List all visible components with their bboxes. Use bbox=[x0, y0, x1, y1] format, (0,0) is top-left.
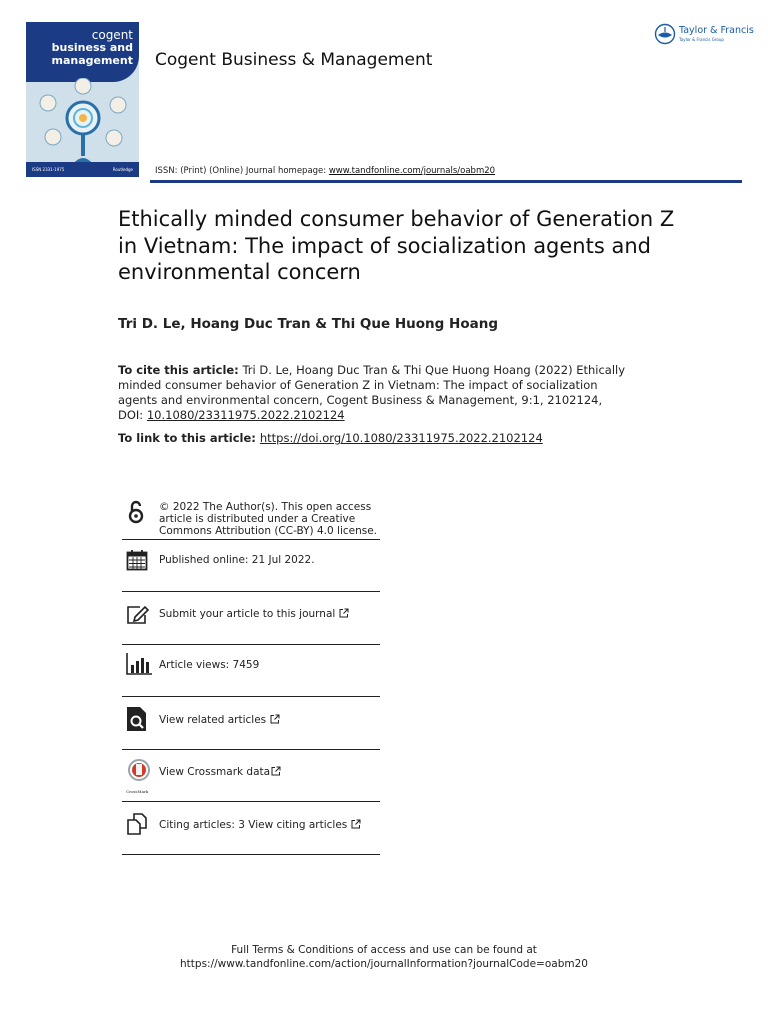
taylor-francis-emblem-icon bbox=[654, 23, 676, 45]
cover-title-line2: business and bbox=[51, 41, 133, 54]
citing-articles-link[interactable] bbox=[159, 819, 361, 831]
header-divider bbox=[150, 180, 742, 183]
license-line-1: © 2022 The Author(s). This open access bbox=[159, 501, 372, 513]
open-access-icon bbox=[126, 499, 146, 525]
published-row bbox=[122, 540, 380, 592]
license-line-2: article is distributed under a Creative bbox=[159, 513, 356, 525]
published-date: Published online: 21 Jul 2022. bbox=[159, 554, 315, 566]
citing-row[interactable] bbox=[122, 802, 380, 855]
crossmark-icon-label: CrossMark bbox=[126, 789, 149, 794]
article-info-list bbox=[122, 493, 380, 855]
cover-banner bbox=[26, 22, 139, 82]
article-title: Ethically minded consumer behavior of Generation Z in Vietnam: The impact of socialization agents and environmental concern bbox=[118, 207, 675, 284]
cover-illustration bbox=[26, 78, 139, 164]
external-link-icon bbox=[351, 819, 361, 829]
citing-articles-icon bbox=[126, 813, 150, 835]
crossmark-label: View Crossmark data bbox=[159, 766, 271, 778]
views-row bbox=[122, 645, 380, 697]
article-authors: Tri D. Le, Hoang Duc Tran & Thi Que Huong Hoang bbox=[118, 316, 498, 332]
citation-block bbox=[118, 363, 628, 423]
bar-chart-icon bbox=[126, 653, 152, 675]
article-link-line bbox=[118, 431, 543, 445]
license-line-3: Commons Attribution (CC-BY) 4.0 license. bbox=[159, 525, 378, 537]
license-row bbox=[122, 493, 380, 540]
cover-publisher: Routledge bbox=[112, 167, 133, 172]
issn-label: ISSN: (Print) (Online) Journal homepage: bbox=[155, 166, 329, 176]
submit-row[interactable] bbox=[122, 592, 380, 645]
crossmark-row[interactable] bbox=[122, 750, 380, 802]
article-doi-url[interactable]: https://doi.org/10.1080/23311975.2022.2102124 bbox=[259, 431, 543, 445]
link-label: To link to this article: bbox=[118, 431, 256, 445]
cite-label: To cite this article: bbox=[118, 363, 239, 377]
cover-footer bbox=[26, 162, 139, 177]
submit-link[interactable] bbox=[159, 608, 349, 620]
related-label: View related articles bbox=[159, 714, 267, 726]
taylor-francis-group: Taylor & Francis Group bbox=[679, 37, 724, 42]
cover-issn: ISSN 2331-1975 bbox=[32, 167, 65, 172]
article-views: Article views: 7459 bbox=[159, 659, 260, 671]
terms-footer bbox=[84, 943, 684, 971]
taylor-francis-name: Taylor & Francis bbox=[679, 25, 754, 36]
citing-label: Citing articles: 3 View citing articles bbox=[159, 819, 348, 831]
crossmark-link[interactable] bbox=[159, 766, 281, 778]
related-articles-icon bbox=[126, 706, 148, 732]
journal-homepage-link[interactable]: www.tandfonline.com/journals/oabm20 bbox=[328, 166, 496, 176]
cite-text: Tri D. Le, Hoang Duc Tran & Thi Que Huong Hoang (2022) Ethically minded consumer behavior of Generation Z in Vietnam: The impact of socialization agents and environmental concern, Cogent Business & Management, 9:1, 2102124, DOI: bbox=[118, 363, 626, 422]
terms-url[interactable]: https://www.tandfonline.com/action/journalInformation?journalCode=oabm20 bbox=[180, 958, 588, 970]
external-link-icon bbox=[270, 714, 280, 724]
cover-title-line3: management bbox=[51, 54, 133, 67]
taylor-francis-logo[interactable] bbox=[654, 22, 754, 48]
cover-title-line1: cogent bbox=[91, 28, 133, 42]
crossmark-icon bbox=[126, 759, 152, 787]
journal-cover-image bbox=[26, 22, 139, 177]
license-text bbox=[159, 501, 377, 537]
issn-line bbox=[155, 166, 495, 176]
related-row[interactable] bbox=[122, 697, 380, 750]
terms-line-1: Full Terms & Conditions of access and use can be found at bbox=[231, 944, 537, 956]
edit-icon bbox=[126, 605, 150, 625]
external-link-icon bbox=[271, 766, 281, 776]
related-articles-link[interactable] bbox=[159, 714, 280, 726]
submit-label: Submit your article to this journal bbox=[159, 608, 336, 620]
calendar-icon bbox=[126, 549, 148, 571]
journal-title: Cogent Business & Management bbox=[155, 50, 433, 70]
cite-doi-link[interactable]: 10.1080/23311975.2022.2102124 bbox=[146, 408, 345, 422]
external-link-icon bbox=[339, 608, 349, 618]
